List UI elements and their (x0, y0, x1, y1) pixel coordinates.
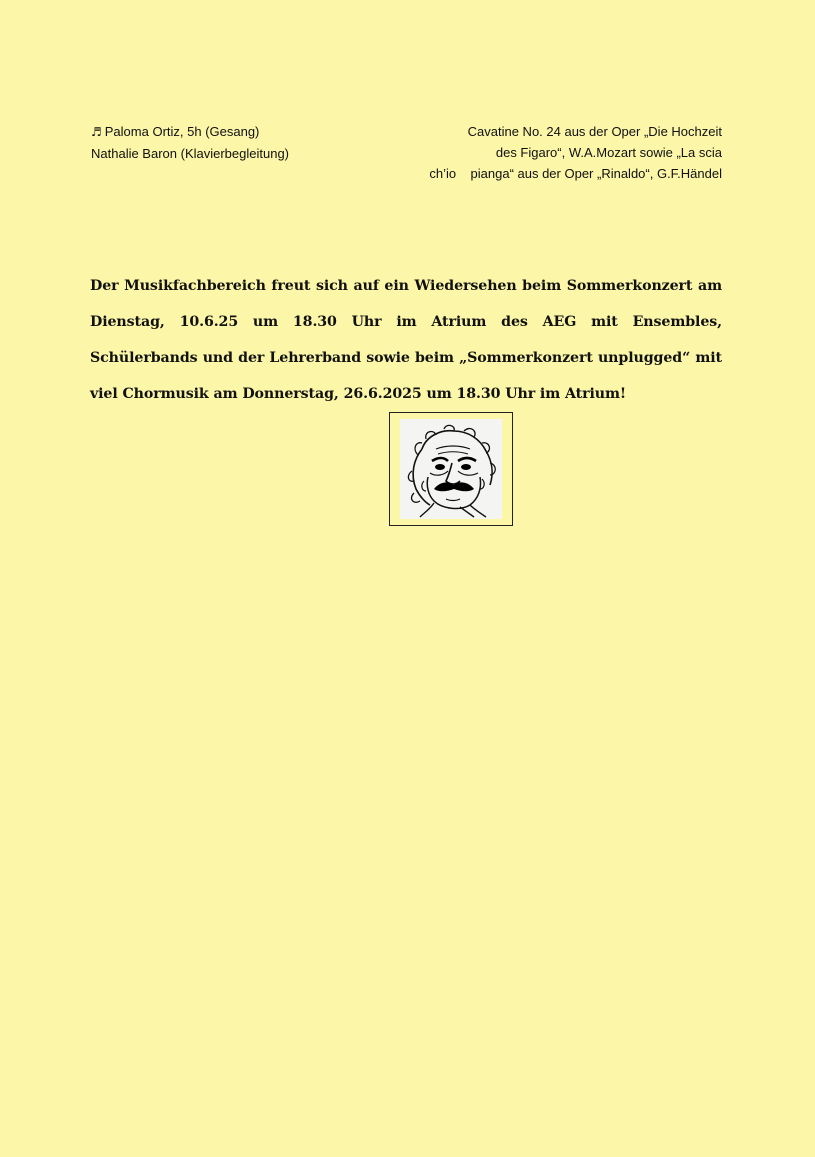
singer-name: Paloma Ortiz, 5h (Gesang) (104, 124, 260, 139)
music-note-icon: ♬ (91, 125, 102, 139)
accompanist-line: Nathalie Baron (Klavierbegleitung) (91, 146, 290, 161)
program-line-3: ch’io pianga“ aus der Oper „Rinaldo“, G.F.Händel (429, 166, 722, 181)
concert-announcement: Der Musikfachbereich freut sich auf ein Wiedersehen beim Sommerkonzert am Dienstag, 10.6.25 um 18.30 Uhr im Atrium des AEG mit Ensembles, Schülerbands und der Lehrerband sowie beim „Sommerkonzert unplugged“ mit viel Chormusik am Donnerstag, 26.6.2025 um 18.30 Uhr im Atrium! (90, 278, 722, 402)
portrait-image (389, 412, 513, 526)
program-line-1: Cavatine No. 24 aus der Oper „Die Hochzeit (467, 124, 722, 139)
program-block (429, 121, 722, 184)
composer-portrait-sketch-icon (400, 419, 502, 519)
program-line-2: des Figaro“, W.A.Mozart sowie „La scia (495, 145, 722, 160)
singer-line (91, 121, 289, 143)
performers-block (91, 121, 289, 164)
